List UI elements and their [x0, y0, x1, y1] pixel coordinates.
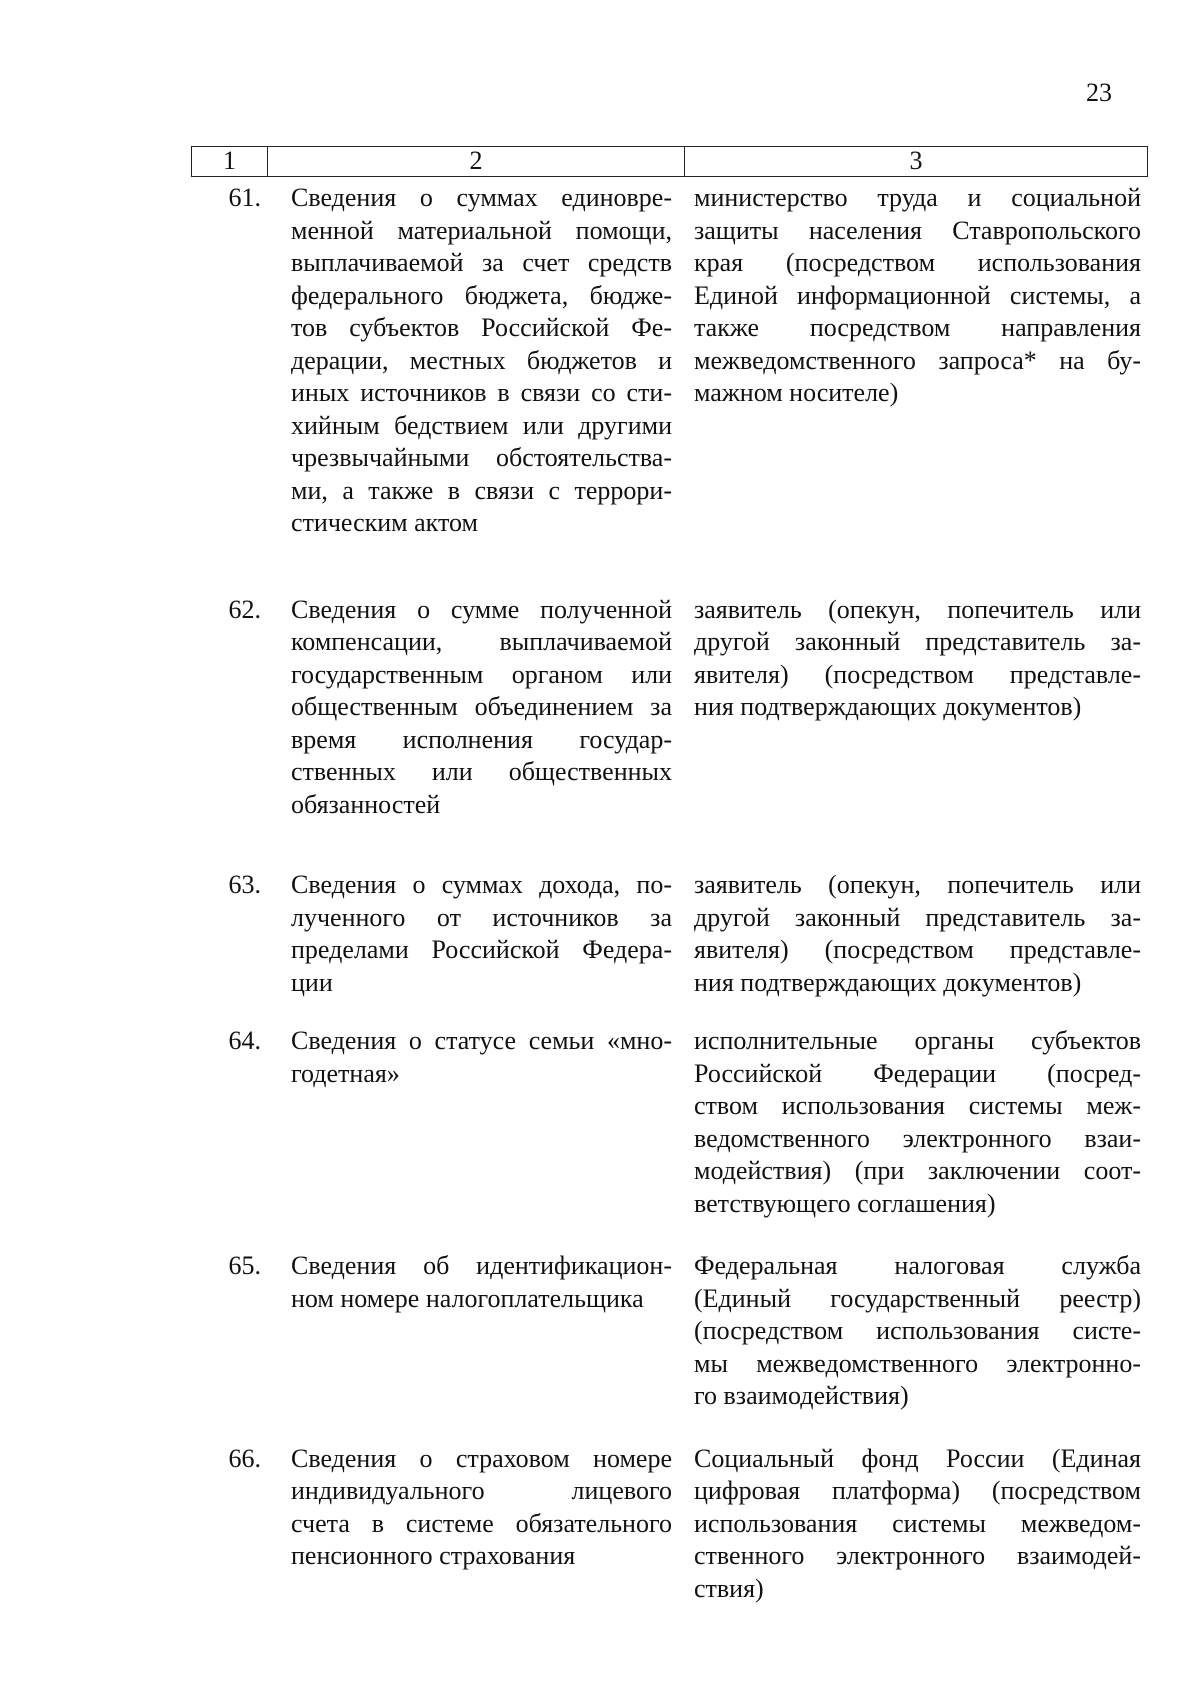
row-number: 61.: [228, 183, 261, 212]
table-row: [191, 1443, 1148, 1606]
row-source: [684, 1250, 1141, 1413]
description-line: компенсации, выплачиваемой: [291, 627, 672, 656]
source-line: исполнительные органы субъектов: [694, 1026, 1141, 1055]
description-line: пределами Российской Федера-: [291, 935, 672, 964]
source-line: ветствующего соглашения): [694, 1188, 996, 1218]
source-line: явителя) (посредством представле-: [694, 659, 1141, 689]
row-number: 63.: [228, 870, 261, 899]
source-line: ствия): [694, 1573, 764, 1603]
source-line: защиты населения Ставропольского: [694, 215, 1141, 245]
row-source: [684, 869, 1141, 999]
description-line: государственным органом или: [291, 659, 672, 689]
description-line: счета в системе обязательного: [291, 1508, 672, 1538]
row-number: 62.: [228, 594, 261, 624]
description-line: годетная»: [291, 1058, 400, 1088]
description-line: обязанностей: [291, 789, 441, 819]
source-line: (Единый государственный реестр): [694, 1283, 1141, 1313]
table-body: [191, 182, 1148, 1605]
row-number: 66.: [228, 1443, 261, 1473]
description-line: пенсионного страхования: [291, 1541, 576, 1570]
source-line: ния подтверждающих документов): [694, 692, 1082, 721]
source-line: го взаимодействия): [694, 1381, 909, 1410]
description-line: время исполнения государ-: [291, 724, 672, 754]
description-line: ственных или общественных: [291, 757, 672, 786]
description-line: федерального бюджета, бюдже-: [291, 280, 672, 310]
source-line: Единой информационной системы, а: [694, 280, 1141, 310]
description-line: общественным объединением за: [291, 692, 672, 721]
table-row: [191, 182, 1148, 540]
description-line: Сведения о страховом номере: [291, 1443, 672, 1473]
source-line: модействия) (при заключении соот-: [694, 1156, 1141, 1185]
page-number: 23: [1086, 78, 1112, 107]
source-line: (посредством использования систе-: [694, 1316, 1141, 1345]
description-line: Сведения о статусе семьи «мно-: [291, 1026, 672, 1055]
description-line: ном номере налогоплательщика: [291, 1283, 644, 1313]
description-line: Сведения о суммах дохода, по-: [291, 870, 672, 899]
source-line: Федеральная налоговая служба: [694, 1251, 1141, 1280]
description-line: ми, а также в связи с террори-: [291, 475, 672, 505]
table-row: [191, 869, 1148, 999]
source-line: другой законный представитель за-: [694, 627, 1141, 656]
source-line: заявитель (опекун, попечитель или: [694, 594, 1141, 624]
row-description: [267, 1250, 684, 1413]
source-line: заявитель (опекун, попечитель или: [694, 870, 1141, 899]
description-line: Сведения об идентификацион-: [291, 1251, 672, 1280]
source-line: мажном носителе): [694, 378, 899, 407]
source-line: межведомственного запроса* на бу-: [694, 345, 1141, 375]
description-line: чрезвычайными обстоятельства-: [291, 443, 672, 472]
table-header-col-3: 3: [909, 146, 923, 175]
table-row: [191, 1250, 1148, 1413]
source-line: цифровая платформа) (посредством: [694, 1476, 1141, 1505]
description-line: Сведения о сумме полученной: [291, 594, 672, 624]
row-number: 65.: [228, 1251, 261, 1280]
table-header-col-2: 2: [268, 147, 685, 176]
source-line: ния подтверждающих документов): [694, 967, 1082, 997]
description-line: хийным бедствием или другими: [291, 410, 672, 440]
source-line: ственного электронного взаимодей-: [694, 1541, 1141, 1570]
description-line: ции: [291, 967, 333, 997]
description-line: менной материальной помощи,: [291, 215, 672, 245]
row-description: [267, 869, 684, 999]
table-header-row: [191, 146, 1148, 177]
source-line: Социальный фонд России (Единая: [694, 1443, 1141, 1473]
source-line: другой законный представитель за-: [694, 902, 1141, 932]
description-line: стическим актом: [291, 508, 478, 537]
table-header-col-1: 1: [192, 147, 268, 176]
row-description: [267, 1025, 684, 1220]
source-line: мы межведомственного электронно-: [694, 1348, 1141, 1378]
row-source: [684, 1025, 1141, 1220]
table-row: [191, 594, 1148, 822]
row-description: [267, 182, 684, 540]
row-number: 64.: [228, 1026, 261, 1055]
source-line: явителя) (посредством представле-: [694, 935, 1141, 964]
table-row: [191, 1025, 1148, 1220]
row-description: [267, 1443, 684, 1606]
source-line: также посредством направления: [694, 313, 1141, 342]
description-line: лученного от источников за: [291, 902, 672, 932]
source-line: использования системы межведом-: [694, 1508, 1141, 1538]
description-line: дерации, местных бюджетов и: [291, 345, 672, 375]
description-line: иных источников в связи со сти-: [291, 378, 672, 407]
row-source: [684, 1443, 1141, 1606]
row-description: [267, 594, 684, 822]
source-line: края (посредством использования: [694, 248, 1141, 277]
source-line: ведомственного электронного взаи-: [694, 1123, 1141, 1153]
description-line: выплачиваемой за счет средств: [291, 248, 672, 277]
source-line: ством использования системы меж-: [694, 1091, 1141, 1120]
source-line: Российской Федерации (посред-: [694, 1058, 1141, 1088]
description-line: индивидуального лицевого: [291, 1476, 672, 1505]
source-line: министерство труда и социальной: [694, 183, 1141, 212]
row-source: [684, 182, 1141, 540]
description-line: тов субъектов Российской Фе-: [291, 313, 672, 342]
description-line: Сведения о суммах единовре-: [291, 183, 672, 212]
row-source: [684, 594, 1141, 822]
